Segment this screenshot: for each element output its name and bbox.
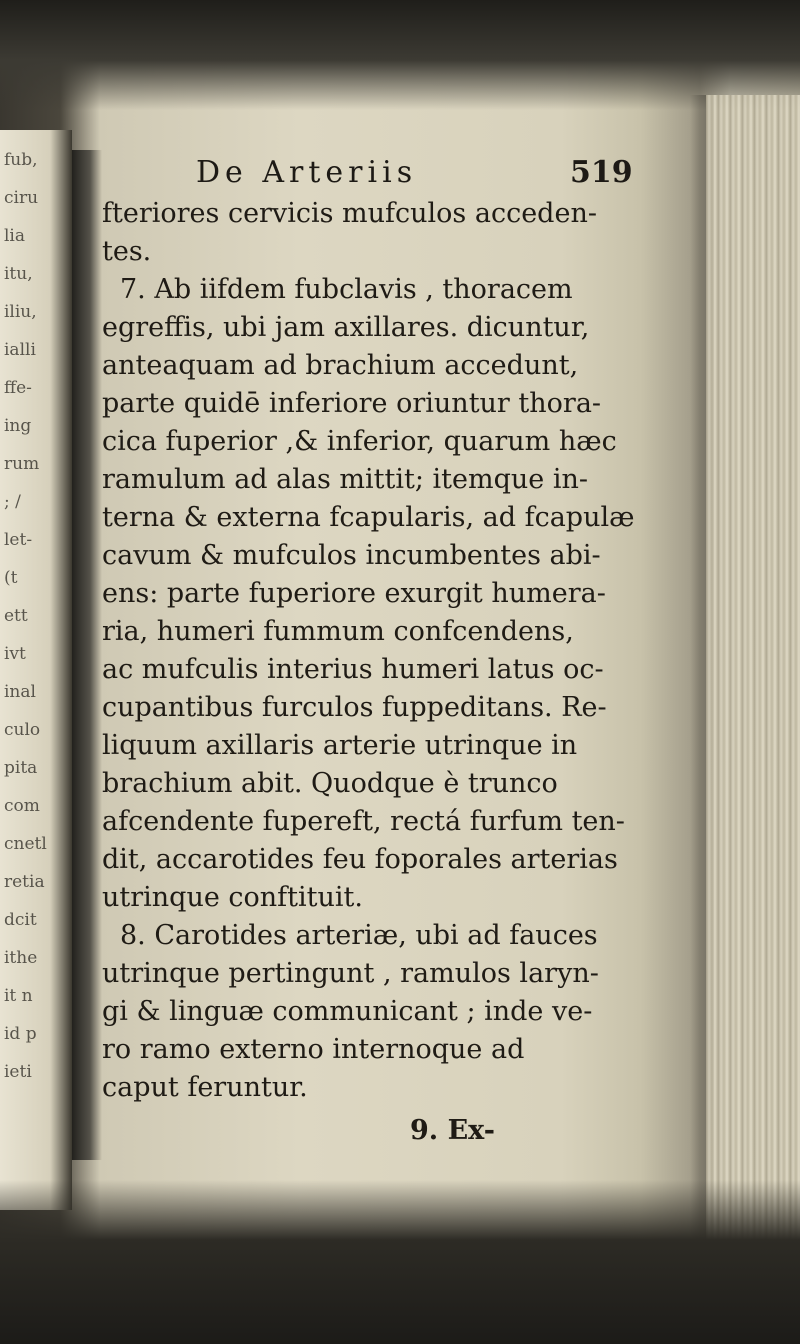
previous-page-fragment: com xyxy=(4,796,40,816)
text-line: cica fuperior ,& inferior, quarum hæc xyxy=(102,426,617,457)
previous-page-fragment: ffe- xyxy=(4,378,32,398)
previous-page-fragment: let- xyxy=(4,530,33,550)
page-number: 519 xyxy=(570,155,633,190)
text-line: fteriores cervicis mufculos acceden- xyxy=(102,198,597,229)
text-line: brachium abit. Quodque è trunco xyxy=(102,768,558,799)
text-line: dit, accarotides feu foporales arterias xyxy=(102,844,618,875)
previous-page-fragment: pita xyxy=(4,758,38,778)
catchword: 9. Ex- xyxy=(410,1115,495,1146)
previous-page-fragment: ithe xyxy=(4,948,38,968)
scan-top-shadow xyxy=(0,0,800,110)
previous-page-fragment: id p xyxy=(4,1024,37,1044)
previous-page-fragment: iliu, xyxy=(4,302,37,322)
scan-bottom-shadow xyxy=(0,1180,800,1344)
previous-page-fragment: inal xyxy=(4,682,36,702)
text-line: utrinque conftituit. xyxy=(102,882,363,913)
text-line: egreffis, ubi jam axillares. dicuntur, xyxy=(102,312,590,343)
previous-page-fragment: ing xyxy=(4,416,32,436)
page-stack-edge xyxy=(706,95,800,1245)
text-line: ramulum ad alas mittit; itemque in- xyxy=(102,464,588,495)
book-gutter xyxy=(72,150,102,1160)
previous-page-fragment: lia xyxy=(4,226,26,246)
text-line: anteaquam ad brachium accedunt, xyxy=(102,350,579,381)
previous-page-fragment: ieti xyxy=(4,1062,32,1082)
previous-page-fragment: ivt xyxy=(4,644,26,664)
text-line: 7. Ab iifdem fubclavis , thoracem xyxy=(120,274,573,305)
text-line: parte quidē inferiore oriuntur thora- xyxy=(102,388,602,419)
previous-page-fragment: cnetl xyxy=(4,834,47,854)
previous-page-edge xyxy=(0,130,72,1210)
previous-page-fragment: ; / xyxy=(4,492,21,512)
previous-page-fragment: itu, xyxy=(4,264,33,284)
text-line: cupantibus furculos fuppeditans. Re- xyxy=(102,692,607,723)
previous-page-fragment: ciru xyxy=(4,188,39,208)
page xyxy=(100,115,700,1195)
text-line: ro ramo externo internoque ad xyxy=(102,1034,525,1065)
text-line: gi & linguæ communicant ; inde ve- xyxy=(102,996,593,1027)
text-line: cavum & mufculos incumbentes abi- xyxy=(102,540,601,571)
text-line: tes. xyxy=(102,236,152,267)
text-line: 8. Carotides arteriæ, ubi ad fauces xyxy=(120,920,598,951)
text-line: ac mufculis interius humeri latus oc- xyxy=(102,654,604,685)
text-line: afcendente fupereft, rectá furfum ten- xyxy=(102,806,625,837)
previous-page-fragment: ett xyxy=(4,606,28,626)
text-line: ria, humeri fummum confcendens, xyxy=(102,616,574,647)
text-line: terna & externa fcapularis, ad fcapulæ xyxy=(102,502,635,533)
text-line: caput feruntur. xyxy=(102,1072,308,1103)
previous-page-fragment: it n xyxy=(4,986,33,1006)
previous-page-fragment: culo xyxy=(4,720,41,740)
previous-page-fragment: fub, xyxy=(4,150,38,170)
running-head xyxy=(100,155,660,195)
previous-page-fragment: ialli xyxy=(4,340,36,360)
text-line: utrinque pertingunt , ramulos laryn- xyxy=(102,958,599,989)
text-line: ens: parte fuperiore exurgit humera- xyxy=(102,578,606,609)
body-text xyxy=(102,195,672,1107)
previous-page-fragment: (t xyxy=(4,568,18,588)
previous-page-fragment: rum xyxy=(4,454,40,474)
previous-page-fragment: retia xyxy=(4,872,45,892)
text-line: liquum axillaris arterie utrinque in xyxy=(102,730,578,761)
running-title: De Arteriis xyxy=(196,155,418,190)
previous-page-fragment: dcit xyxy=(4,910,37,930)
